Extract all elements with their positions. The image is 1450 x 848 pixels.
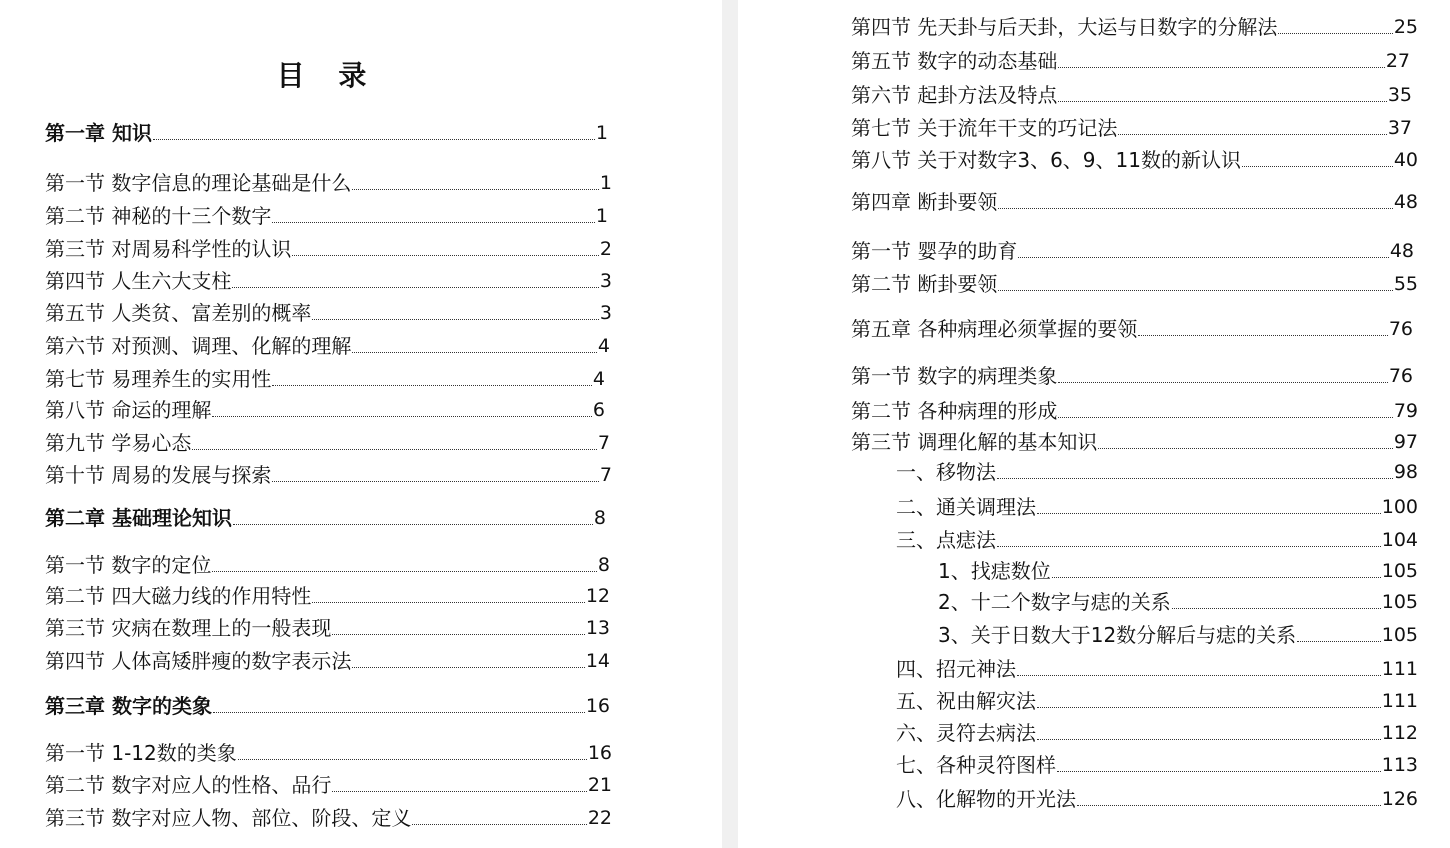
toc-entry xyxy=(45,333,610,359)
toc-title: 目 录 xyxy=(276,59,379,92)
toc-entry xyxy=(45,236,612,262)
dot-leader xyxy=(997,546,1381,547)
entry-page-number: 21 xyxy=(587,774,612,796)
toc-entry xyxy=(896,688,1418,714)
entry-label: 第一节 数字的病理类象 xyxy=(851,364,1058,388)
dot-leader xyxy=(233,524,593,525)
right-page xyxy=(738,0,1450,848)
entry-page-number: 48 xyxy=(1393,191,1418,213)
entry-page-number: 8 xyxy=(597,554,610,576)
toc-chapter-entry xyxy=(45,120,608,146)
toc-entry xyxy=(45,430,610,456)
toc-entry xyxy=(45,397,605,423)
toc-entry xyxy=(45,366,605,392)
entry-page-number: 4 xyxy=(592,368,605,390)
entry-page-number: 112 xyxy=(1381,722,1418,744)
entry-page-number: 22 xyxy=(587,807,612,829)
entry-label: 八、化解物的开光法 xyxy=(896,787,1076,811)
toc-entry xyxy=(45,462,612,488)
toc-entry xyxy=(45,772,612,798)
entry-page-number: 27 xyxy=(1385,50,1410,72)
toc-entry xyxy=(45,170,612,196)
dot-leader xyxy=(1138,335,1387,336)
dot-leader xyxy=(1118,134,1386,135)
entry-label: 四、招元神法 xyxy=(896,657,1016,681)
entry-label: 第二节 数字对应人的性格、品行 xyxy=(45,773,332,797)
entry-label: 三、点痣法 xyxy=(896,528,996,552)
entry-page-number: 98 xyxy=(1393,461,1418,483)
toc-entry xyxy=(45,300,612,326)
dot-leader xyxy=(1058,67,1384,68)
toc-entry xyxy=(938,589,1418,615)
entry-page-number: 1 xyxy=(595,205,608,227)
dot-leader xyxy=(1037,739,1381,740)
entry-page-number: 6 xyxy=(592,399,605,421)
dot-leader xyxy=(1037,707,1381,708)
entry-label: 第一节 数字信息的理论基础是什么 xyxy=(45,171,352,195)
dot-leader xyxy=(352,667,584,668)
entry-page-number: 104 xyxy=(1381,529,1418,551)
entry-label: 第三节 灾病在数理上的一般表现 xyxy=(45,616,332,640)
entry-page-number: 126 xyxy=(1381,788,1418,810)
toc-entry xyxy=(938,622,1418,648)
entry-page-number: 76 xyxy=(1388,365,1413,387)
dot-leader xyxy=(1058,417,1392,418)
toc-entry xyxy=(851,271,1418,297)
toc-entry xyxy=(896,527,1418,553)
entry-page-number: 25 xyxy=(1393,16,1418,38)
toc-chapter-entry xyxy=(45,505,606,531)
toc-entry xyxy=(45,552,610,578)
entry-page-number: 7 xyxy=(597,432,610,454)
toc-entry xyxy=(851,14,1418,40)
entry-page-number: 55 xyxy=(1393,273,1418,295)
entry-label: 第八节 命运的理解 xyxy=(45,398,212,422)
entry-label: 第二节 四大磁力线的作用特性 xyxy=(45,584,312,608)
dot-leader xyxy=(272,481,599,482)
entry-label: 第七节 易理养生的实用性 xyxy=(45,367,272,391)
entry-label: 五、祝由解灾法 xyxy=(896,689,1036,713)
entry-label: 二、通关调理法 xyxy=(896,495,1036,519)
dot-leader xyxy=(312,602,584,603)
entry-page-number: 105 xyxy=(1381,560,1418,582)
entry-label: 一、移物法 xyxy=(896,460,996,484)
dot-leader xyxy=(212,571,597,572)
toc-entry xyxy=(896,494,1418,520)
entry-page-number: 1 xyxy=(595,122,608,144)
left-page xyxy=(0,0,722,848)
dot-leader xyxy=(412,824,586,825)
entry-label: 第三节 对周易科学性的认识 xyxy=(45,237,292,261)
entry-page-number: 2 xyxy=(599,238,612,260)
entry-page-number: 16 xyxy=(585,695,610,717)
entry-label: 第五节 人类贫、富差别的概率 xyxy=(45,301,312,325)
dot-leader xyxy=(332,634,584,635)
dot-leader xyxy=(1058,382,1387,383)
dot-leader xyxy=(1037,513,1381,514)
dot-leader xyxy=(998,208,1392,209)
entry-label: 第六节 对预测、调理、化解的理解 xyxy=(45,334,352,358)
entry-page-number: 14 xyxy=(585,650,610,672)
toc-entry xyxy=(896,752,1418,778)
entry-page-number: 12 xyxy=(585,585,610,607)
entry-label: 七、各种灵符图样 xyxy=(896,753,1056,777)
dot-leader xyxy=(1052,577,1381,578)
entry-label: 3、关于日数大于12数分解后与痣的关系 xyxy=(938,623,1297,647)
entry-page-number: 105 xyxy=(1381,591,1418,613)
entry-label: 第二节 断卦要领 xyxy=(851,272,998,296)
dot-leader xyxy=(352,352,597,353)
entry-label: 第六节 起卦方法及特点 xyxy=(851,83,1058,107)
entry-label: 第一节 1-12数的类象 xyxy=(45,741,237,765)
toc-entry xyxy=(45,648,610,674)
entry-label: 2、十二个数字与痣的关系 xyxy=(938,590,1171,614)
dot-leader xyxy=(292,255,599,256)
entry-label: 第七节 关于流年干支的巧记法 xyxy=(851,116,1118,140)
entry-label: 第四章 断卦要领 xyxy=(851,190,998,214)
dot-leader xyxy=(332,791,586,792)
toc-entry xyxy=(851,363,1413,389)
toc-entry xyxy=(851,48,1410,74)
toc-entry xyxy=(851,82,1412,108)
toc-entry xyxy=(851,115,1412,141)
dot-leader xyxy=(238,759,587,760)
toc-entry xyxy=(851,429,1418,455)
entry-label: 第八节 关于对数字3、6、9、11数的新认识 xyxy=(851,148,1241,172)
dot-leader xyxy=(312,319,599,320)
entry-label: 第四节 人体高矮胖瘦的数字表示法 xyxy=(45,649,352,673)
toc-entry xyxy=(896,459,1418,485)
dot-leader xyxy=(1098,448,1392,449)
toc-entry xyxy=(45,583,610,609)
toc-entry xyxy=(45,740,612,766)
toc-entry xyxy=(896,656,1418,682)
entry-label: 第三章 数字的类象 xyxy=(45,694,212,718)
toc-entry xyxy=(851,398,1418,424)
entry-label: 第五节 数字的动态基础 xyxy=(851,49,1058,73)
dot-leader xyxy=(997,478,1393,479)
entry-page-number: 13 xyxy=(585,617,610,639)
dot-leader xyxy=(212,416,592,417)
entry-page-number: 1 xyxy=(599,172,612,194)
dot-leader xyxy=(1017,675,1381,676)
entry-label: 第二节 各种病理的形成 xyxy=(851,399,1058,423)
entry-page-number: 113 xyxy=(1381,754,1418,776)
entry-page-number: 8 xyxy=(593,507,606,529)
entry-label: 六、灵符去病法 xyxy=(896,721,1036,745)
entry-page-number: 37 xyxy=(1387,117,1412,139)
toc-entry xyxy=(896,786,1418,812)
toc-entry xyxy=(851,147,1418,173)
entry-page-number: 105 xyxy=(1381,624,1418,646)
entry-page-number: 111 xyxy=(1381,658,1418,680)
entry-page-number: 97 xyxy=(1393,431,1418,453)
entry-page-number: 4 xyxy=(597,335,610,357)
entry-label: 1、找痣数位 xyxy=(938,559,1051,583)
toc-entry xyxy=(851,238,1414,264)
toc-entry xyxy=(896,720,1418,746)
dot-leader xyxy=(1172,608,1381,609)
toc-entry xyxy=(45,615,610,641)
entry-page-number: 40 xyxy=(1393,149,1418,171)
dot-leader xyxy=(1278,33,1392,34)
entry-page-number: 76 xyxy=(1388,318,1413,340)
dot-leader xyxy=(192,449,597,450)
entry-label: 第四节 先天卦与后天卦，大运与日数字的分解法 xyxy=(851,15,1278,39)
dot-leader xyxy=(352,189,599,190)
toc-entry xyxy=(851,316,1413,342)
dot-leader xyxy=(1018,257,1388,258)
toc-entry xyxy=(45,268,612,294)
entry-page-number: 7 xyxy=(599,464,612,486)
entry-page-number: 35 xyxy=(1387,84,1412,106)
entry-label: 第三节 调理化解的基本知识 xyxy=(851,430,1098,454)
dot-leader xyxy=(272,385,592,386)
dot-leader xyxy=(1297,641,1381,642)
entry-page-number: 3 xyxy=(599,302,612,324)
dot-leader xyxy=(153,139,595,140)
entry-page-number: 3 xyxy=(599,270,612,292)
toc-entry xyxy=(45,203,608,229)
dot-leader xyxy=(213,712,585,713)
entry-label: 第二节 神秘的十三个数字 xyxy=(45,204,272,228)
entry-label: 第九节 学易心态 xyxy=(45,431,192,455)
toc-entry xyxy=(851,189,1418,215)
entry-page-number: 16 xyxy=(587,742,612,764)
entry-label: 第二章 基础理论知识 xyxy=(45,506,232,530)
entry-label: 第十节 周易的发展与探索 xyxy=(45,463,272,487)
entry-page-number: 79 xyxy=(1393,400,1418,422)
dot-leader xyxy=(1242,166,1393,167)
dot-leader xyxy=(1058,101,1386,102)
toc-entry xyxy=(45,805,612,831)
toc-entry xyxy=(938,558,1418,584)
entry-label: 第一章 知识 xyxy=(45,121,152,145)
toc-chapter-entry xyxy=(45,693,610,719)
dot-leader xyxy=(1057,771,1381,772)
entry-label: 第五章 各种病理必须掌握的要领 xyxy=(851,317,1138,341)
entry-label: 第三节 数字对应人物、部位、阶段、定义 xyxy=(45,806,412,830)
entry-page-number: 48 xyxy=(1389,240,1414,262)
dot-leader xyxy=(232,287,599,288)
toc-right xyxy=(738,0,1450,848)
dot-leader xyxy=(998,290,1392,291)
entry-label: 第一节 数字的定位 xyxy=(45,553,212,577)
dot-leader xyxy=(272,222,595,223)
dot-leader xyxy=(1077,805,1381,806)
entry-page-number: 111 xyxy=(1381,690,1418,712)
entry-page-number: 100 xyxy=(1381,496,1418,518)
entry-label: 第四节 人生六大支柱 xyxy=(45,269,232,293)
entry-label: 第一节 婴孕的助育 xyxy=(851,239,1018,263)
toc-left xyxy=(0,0,722,848)
